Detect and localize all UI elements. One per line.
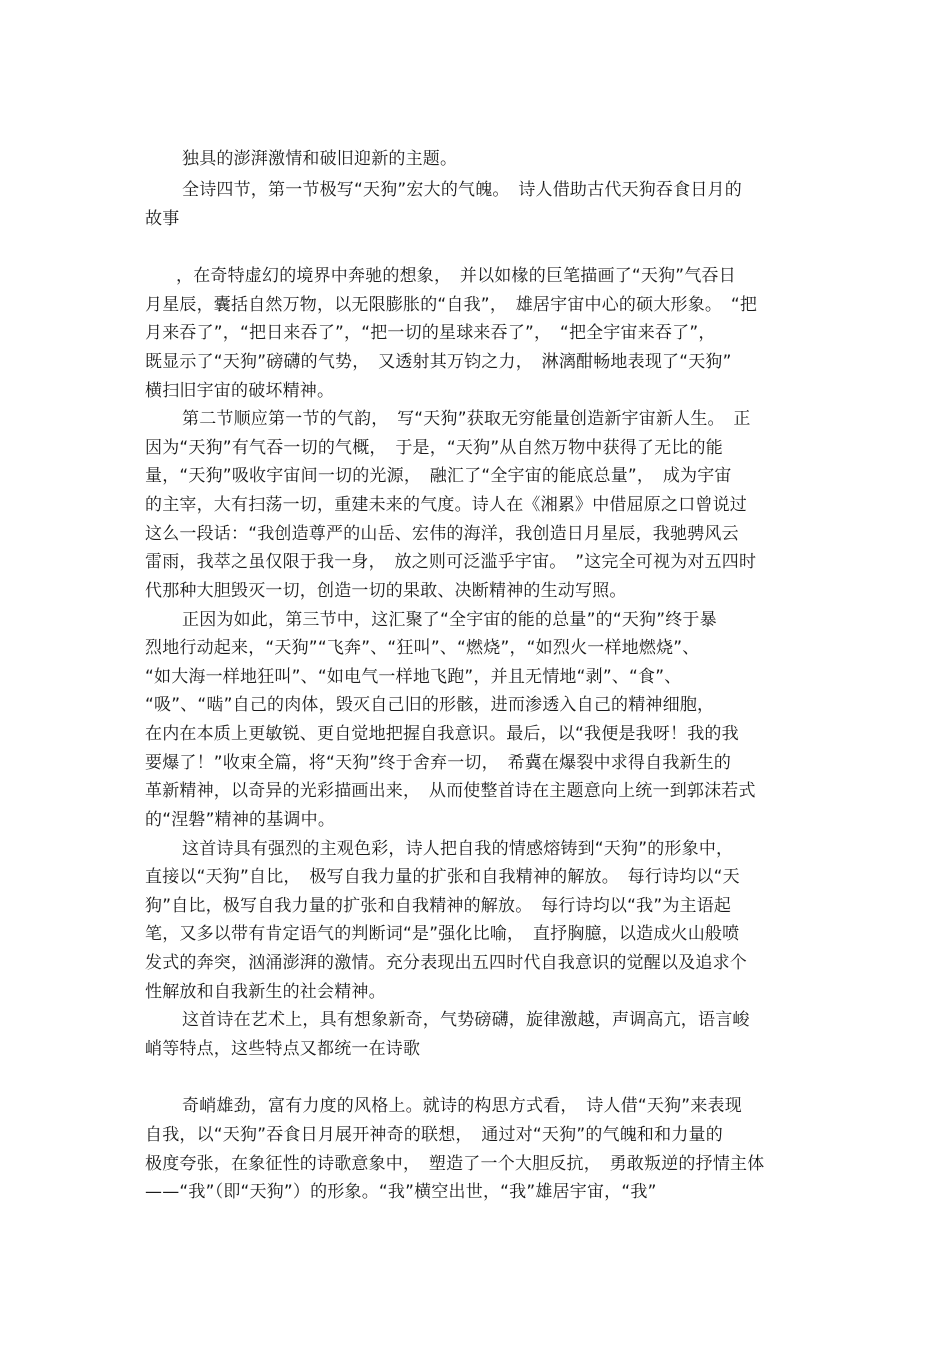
text-line: 直接以“天狗”自比， 极写自我力量的扩张和自我精神的解放。 每行诗均以“天 — [145, 867, 740, 887]
text-line: “吸”、“啮”自己的肉体，毁灭自己旧的形骸，进而渗透入自己的精神细胞， — [145, 695, 715, 715]
text-line: 因为“天狗”有气吞一切的气概， 于是，“天狗”从自然万物中获得了无比的能 — [145, 438, 723, 458]
text-line: 量，“天狗”吸收宇宙间一切的光源， 融汇了“全宇宙的能底总量”， 成为宇宙 — [145, 466, 732, 486]
text-line: 故事 — [145, 209, 180, 229]
text-line: 峭等特点，这些特点又都统一在诗歌 — [145, 1039, 421, 1059]
text-line: 第二节顺应第一节的气韵， 写“天狗”获取无穷能量创造新宇宙新人生。 正 — [182, 409, 751, 429]
text-line: 横扫旧宇宙的破坏精神。 — [145, 381, 335, 401]
text-line: 极度夸张，在象征性的诗歌意象中， 塑造了一个大胆反抗， 勇敢叛逆的抒情主体 — [145, 1154, 765, 1174]
text-line: 既显示了“天狗”磅礴的气势， 又透射其万钧之力， 淋漓酣畅地表现了“天狗” — [145, 352, 732, 372]
text-line: 全诗四节，第一节极写“天狗”宏大的气魄。 诗人借助古代天狗吞食日月的 — [182, 180, 742, 200]
text-line: 月星辰，囊括自然万物，以无限膨胀的“自我”， 雄居宇宙中心的硕大形象。 “把 — [145, 295, 758, 315]
text-line: 这首诗在艺术上，具有想象新奇，气势磅礴，旋律激越，声调高亢，语言峻 — [182, 1010, 750, 1030]
text-line: 雷雨，我萃之虽仅限于我一身， 放之则可泛滥乎宇宙。 ”这完全可视为对五四时 — [145, 552, 757, 572]
text-line: ——“我”（即“天狗”）的形象。“我”横空出世，“我”雄居宇宙，“我” — [145, 1182, 657, 1202]
text-line: 笔，又多以带有肯定语气的判断词“是”强化比喻， 直抒胸臆，以造成火山般喷 — [145, 924, 740, 944]
text-line: 狗”自比，极写自我力量的扩张和自我精神的解放。 每行诗均以“我”为主语起 — [145, 896, 732, 916]
text-line: ，在奇特虚幻的境界中奔驰的想象， 并以如椽的巨笔描画了“天狗”气吞日 — [176, 266, 736, 286]
text-line: 在内在本质上更敏锐、更自觉地把握自我意识。最后，以“我便是我呀！我的我 — [145, 724, 739, 744]
text-line: 性解放和自我新生的社会精神。 — [145, 982, 386, 1002]
text-line: 的“涅磐”精神的基调中。 — [145, 810, 336, 830]
text-line: 代那种大胆毁灭一切，创造一切的果敢、决断精神的生动写照。 — [145, 581, 627, 601]
text-line: 发式的奔突，汹涌澎湃的激情。充分表现出五四时代自我意识的觉醒以及追求个 — [145, 953, 747, 973]
text-line: 这么一段话：“我创造尊严的山岳、宏伟的海洋，我创造日月星辰，我驰骋风云 — [145, 524, 739, 544]
text-line: 革新精神，以奇异的光彩描画出来， 从而使整首诗在主题意向上统一到郭沫若式 — [145, 781, 756, 801]
text-line: “如大海一样地狂叫”、“如电气一样地飞跑”，并且无情地“剥”、“食”、 — [145, 667, 682, 687]
text-line: 独具的澎湃激情和破旧迎新的主题。 — [182, 149, 458, 169]
text-line: 的主宰，大有扫荡一切，重建未来的气度。诗人在《湘累》中借屈原之口曾说过 — [145, 495, 747, 515]
text-line: 烈地行动起来，“天狗”“飞奔”、“狂叫”、“燃烧”，“如烈火一样地燃烧”、 — [145, 638, 700, 658]
text-line: 要爆了！”收束全篇，将“天狗”终于舍弃一切， 希冀在爆裂中求得自我新生的 — [145, 753, 732, 773]
text-line: 这首诗具有强烈的主观色彩，诗人把自我的情感熔铸到“天狗”的形象中， — [182, 839, 734, 859]
text-line: 自我，以“天狗”吞食日月展开神奇的联想， 通过对“天狗”的气魄和和力量的 — [145, 1125, 723, 1145]
text-line: 正因为如此，第三节中，这汇聚了“全宇宙的能的总量”的“天狗”终于暴 — [182, 610, 717, 630]
text-line: 月来吞了”，“把日来吞了”，“把一切的星球来吞了”， “把全宇宙来吞了”， — [145, 323, 716, 343]
text-line: 奇峭雄劲，富有力度的风格上。就诗的构思方式看， 诗人借“天狗”来表现 — [182, 1096, 742, 1116]
